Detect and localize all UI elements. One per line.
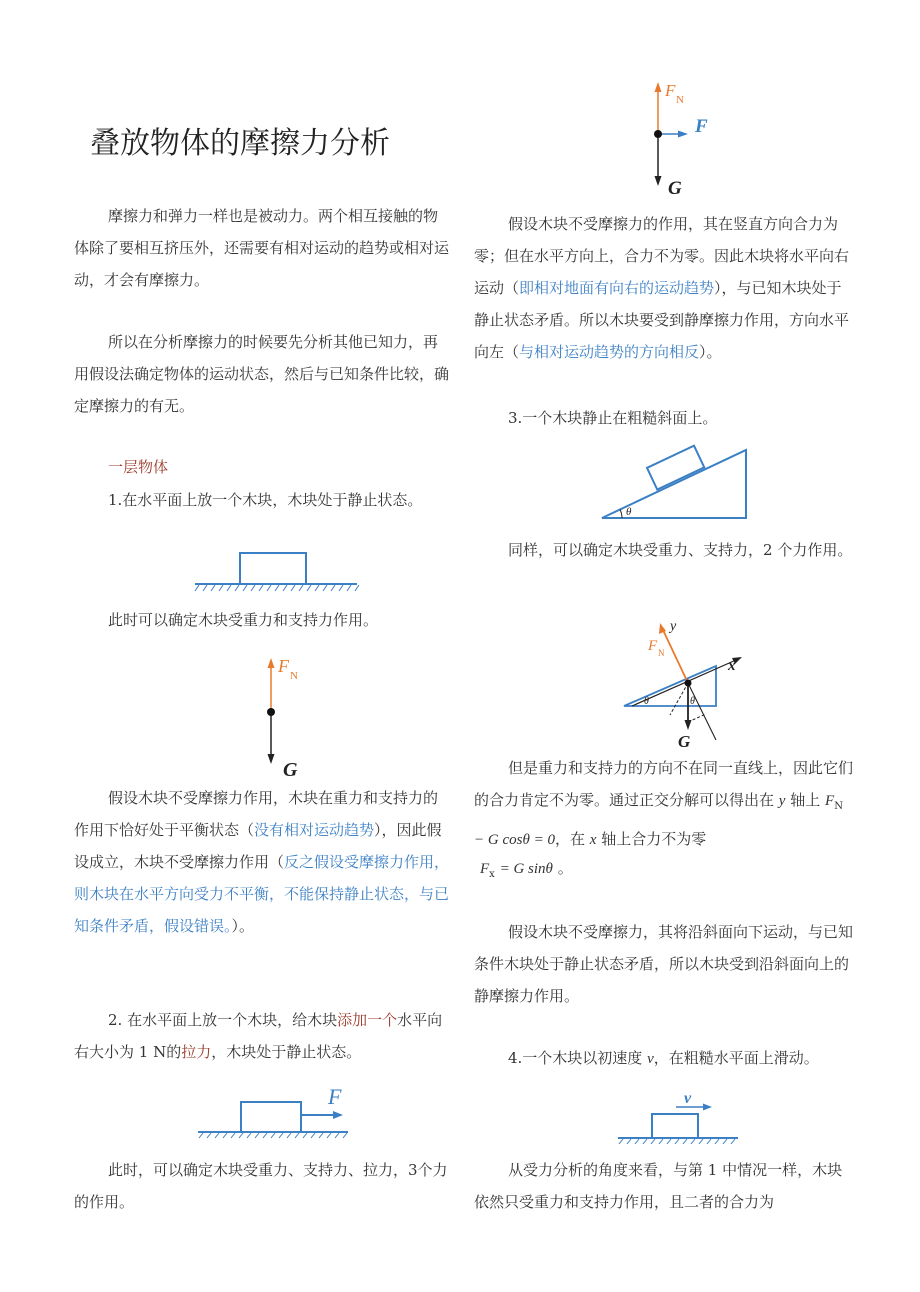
case1-result: 此时可以确定木块受重力和支持力作用。 bbox=[108, 611, 379, 629]
label-f: F bbox=[328, 1084, 342, 1109]
figure-incline-decomposition bbox=[620, 610, 760, 750]
figure-sliding-block bbox=[618, 1088, 743, 1144]
label-fn-sub-3: N bbox=[658, 648, 665, 658]
case2-statement: 2. 在水平面上放一个木块，给木块添加一个水平向右大小为 1 N的拉力，木块处于静止状态。 bbox=[74, 1011, 443, 1061]
case3-statement: 3.一个木块静止在粗糙斜面上。 bbox=[508, 409, 718, 427]
case3-analysis: 但是重力和支持力的方向不在同一直线上，因此它们的合力肯定不为零。通过正交分解可以得出在 y 轴上 $F_N - G$ cosθ = 0，在 x 轴上合力不为零 bbox=[474, 759, 854, 848]
label-f-2: F bbox=[695, 116, 708, 137]
figure-force-diagram-2 bbox=[640, 78, 720, 198]
label-theta: θ bbox=[626, 506, 632, 518]
label-v: v bbox=[684, 1090, 692, 1107]
label-g: G bbox=[283, 759, 298, 781]
case3-analysis-2: 假设木块不受摩擦力，其将沿斜面向下运动，与已知条件木块处于静止状态矛盾，所以木块受到沿斜面向上的静摩擦力作用。 bbox=[474, 923, 854, 1005]
label-fn-sub-2: N bbox=[676, 94, 684, 106]
label-fn: F bbox=[278, 656, 289, 676]
label-fn-sub: N bbox=[290, 670, 298, 682]
label-x-axis: x bbox=[728, 658, 736, 674]
case4-analysis: 从受力分析的角度来看，与第 1 中情况一样，木块依然只受重力和支持力作用，且二者的合力为 bbox=[474, 1161, 843, 1211]
figure-block-with-force bbox=[198, 1078, 358, 1138]
label-theta-2: θ bbox=[644, 696, 649, 707]
case3-equation-x: $F_x = G$ sinθ 。 bbox=[480, 859, 573, 880]
label-g-3: G bbox=[678, 732, 691, 751]
case2-result: 此时，可以确定木块受重力、支持力、拉力，3个力的作用。 bbox=[74, 1161, 448, 1211]
label-y-axis: y bbox=[670, 619, 677, 634]
figure-block-on-incline bbox=[600, 446, 750, 524]
label-theta-3: θ bbox=[690, 696, 695, 707]
label-fn-2: F bbox=[665, 81, 676, 100]
page-title: 叠放物体的摩擦力分析 bbox=[90, 126, 390, 161]
case1-analysis: 假设木块不受摩擦力作用，木块在重力和支持力的作用下恰好处于平衡状态（没有相对运动趋势），因此假设成立，木块不受摩擦力作用（反之假设受摩擦力作用，则木块在水平方向受力不平衡，不能保持静止状态，与已知条件矛盾，假设错误。）。 bbox=[74, 789, 450, 935]
section-heading: 一层物体 bbox=[108, 458, 169, 476]
label-g-2: G bbox=[668, 178, 682, 199]
case2-analysis: 假设木块不受摩擦力的作用，其在竖直方向合力为零；但在水平方向上，合力不为零。因此木块将水平向右运动（即相对地面有向右的运动趋势），与已知木块处于静止状态矛盾。所以木块要受到静摩擦力作用，方向水平向左（与相对运动趋势的方向相反）。 bbox=[474, 215, 850, 361]
case4-statement: 4.一个木块以初速度 v，在粗糙水平面上滑动。 bbox=[508, 1049, 819, 1067]
intro-paragraph-2: 所以在分析摩擦力的时候要先分析其他已知力，再用假设法确定物体的运动状态，然后与已知条件比较，确定摩擦力的有无。 bbox=[74, 333, 450, 415]
label-fn-3: F bbox=[648, 638, 658, 654]
intro-paragraph-1: 摩擦力和弹力一样也是被动力。两个相互接触的物体除了要相互挤压外，还需要有相对运动的趋势或相对运动，才会有摩擦力。 bbox=[74, 207, 450, 289]
case3-result: 同样，可以确定木块受重力、支持力，2 个力作用。 bbox=[508, 541, 853, 559]
figure-block-on-ground bbox=[195, 550, 360, 595]
figure-force-diagram-1 bbox=[250, 652, 320, 782]
case1-statement: 1.在水平面上放一个木块，木块处于静止状态。 bbox=[108, 491, 423, 509]
